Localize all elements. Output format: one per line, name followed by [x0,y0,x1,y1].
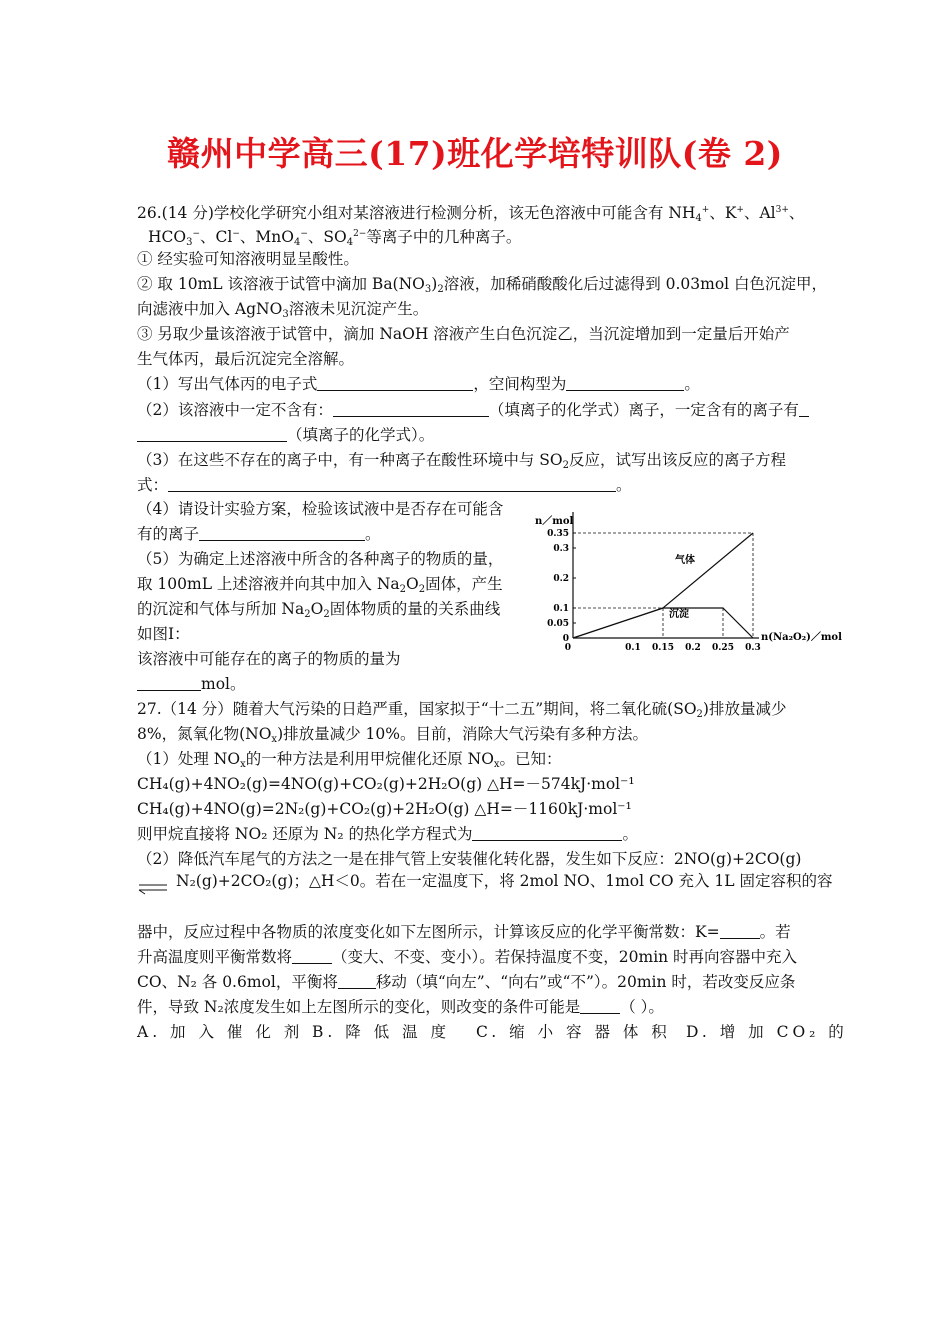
y-tick-label: 0.2 [553,574,569,584]
x-tick-label: 0.3 [745,643,761,653]
x-tick-label: 0.2 [685,643,701,653]
q26-line2: $HCO_3^-$、Cl−、MnO$_4$−、$SO_4^{2-}$等离子中的几种离子。 [148,228,522,248]
q26-part5f: mol。 [137,674,246,694]
y-tick-label: 0.05 [547,619,569,629]
q27-line1: 27.（14 分）随着大气污染的日趋严重，国家拟于“十二五”期间，将二氧化硫$(SO_2)$排放量减少 [137,700,787,720]
q26-part5e: 该溶液中可能存在的离子的物质的量为 [137,650,401,668]
q26-part5b: 取 100mL 上述溶液并向其中加入 $Na_2O_2$固体，产生 [137,575,503,595]
q26-part3b: 式： 。 [137,476,632,494]
x-tick-label: 0.25 [712,643,734,653]
q27-part1: （1）处理 $NO_x$的一种方法是利用甲烷催化还原 $NO_x$。已知： [137,750,562,770]
q27-part2f: 件，导致 N₂浓度发生如上左图所示的变化，则改变的条件可能是 （ ）。 [137,998,664,1016]
y-tick-label: 0.35 [547,529,569,539]
q27-eq1: CH₄(g)+4NO₂(g)=4NO(g)+CO₂(g)+2H₂O(g) △H=－574kJ·mol⁻¹ [137,775,635,793]
y-axis-label: n／mol [535,516,574,527]
q26-step2: ② 取 10mL 该溶液于试管中滴加 $Ba(NO_3)_2$溶液，加稀硝酸酸化后过滤得到 0.03mol 白色沉淀甲， [137,275,828,295]
y-tick-label: 0.1 [553,604,569,614]
y-tick-label: 0.3 [553,544,569,554]
page-title: 赣州中学高三(17)班化学培特训队(卷 2) [167,134,783,173]
q26-step1: ① 经实验可知溶液明显呈酸性。 [137,250,359,268]
option-d: D. 增 加 CO₂ 的 [686,1023,848,1041]
q26-line1: 26.(14 分)学校化学研究小组对某溶液进行检测分析，该无色溶液中可能含有 $NH_4^+$、K+、$Al^{3+}$、 [137,204,805,224]
q26-part1: （1）写出气体丙的电子式 ，空间构型为 。 [137,375,700,393]
option-a: A. 加 入 催 化 剂 [137,1023,304,1041]
x-tick-label: 0 [564,643,571,653]
q26-step3: ③ 另取少量该溶液于试管中，滴加 NaOH 溶液产生白色沉淀乙，当沉淀增加到一定量后开始产 [137,325,790,343]
x-axis-label: n(Na₂O₂)／mol [761,632,842,643]
figure-chart [533,508,842,653]
q27-part2b: N₂(g)+2CO₂(g)；△H＜0。若在一定温度下，将 2mol NO、1mol CO 充入 1L 固定容积的容 [176,872,833,890]
series-label-precipitate: 沉淀 [669,609,689,620]
q27-part1b: 则甲烷直接将 NO₂ 还原为 N₂ 的热化学方程式为 。 [137,825,638,843]
q26-part5d: 如图Ⅰ： [137,625,190,643]
option-c: C. 缩 小 容 器 体 积 [476,1023,671,1041]
q26-step2b: 向滤液中加入 AgNO$_3$溶液未见沉淀产生。 [137,300,429,320]
q26-part5c: 的沉淀和气体与所加 $Na_2O_2$固体物质的量的关系曲线 [137,600,501,620]
x-tick-label: 0.15 [652,643,674,653]
series-line-gas [573,533,753,638]
q27-part2d: 升高温度则平衡常数将 （变大、不变、变小）。若保持温度不变，20min 时再向容器中充入 [137,948,798,966]
q26-part4: （4）请设计实验方案，检验该试液中是否存在可能含 [137,500,504,518]
q26-part3: （3）在这些不存在的离子中，有一种离子在酸性环境中与 $SO_2$反应，试写出该反应的离子方程 [137,451,787,471]
q27-part2c: 器中，反应过程中各物质的浓度变化如下左图所示，计算该反应的化学平衡常数：K= 。若 [137,923,791,941]
series-label-gas: 气体 [675,555,695,566]
q27-part2: （2）降低汽车尾气的方法之一是在排气管上安装催化转化器，发生如下反应：2NO(g)+2CO(g) [137,850,802,868]
q27-eq2: CH₄(g)+4NO(g)=2N₂(g)+CO₂(g)+2H₂O(g) △H=－1160kJ·mol⁻¹ [137,800,632,818]
y-tick-label: 0 [562,634,569,644]
q26-part4b: 有的离子 。 [137,525,381,543]
x-tick-label: 0.1 [625,643,641,653]
q26-part2: （2）该溶液中一定不含有： （填离子的化学式）离子，一定含有的离子有 [137,400,809,420]
q26-part2b: （填离子的化学式）。 [137,425,434,445]
option-b: B. 降 低 温 度 [312,1023,451,1041]
equilibrium-arrow-icon [137,878,169,898]
q27-line2: 8%，氮氧化物$(NO_x)$排放量减少 10%。目前，消除大气污染有多种方法。 [137,725,648,745]
q27-part2e: CO、N₂ 各 0.6mol，平衡将 移动（填“向左”、“向右”或“不”）。20min 时，若改变反应条 [137,973,796,991]
q26-step3b: 生气体丙，最后沉淀完全溶解。 [137,350,355,368]
q26-part5: （5）为确定上述溶液中所含的各种离子的物质的量， [137,550,504,568]
